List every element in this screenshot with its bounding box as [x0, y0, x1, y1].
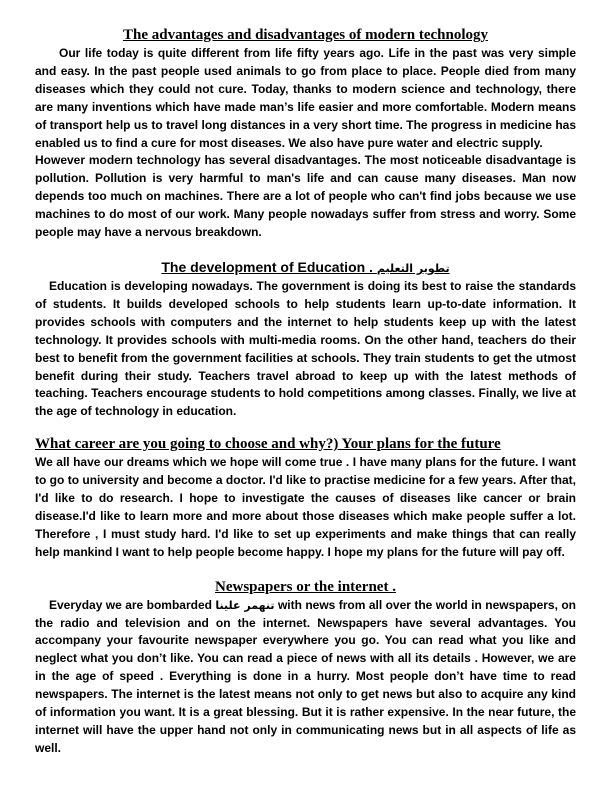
- newspapers-paragraph: [35, 597, 576, 758]
- document-page: [35, 26, 576, 758]
- newspapers-paragraph-start: Everyday we are bombarded: [49, 597, 212, 612]
- newspapers-arabic-gloss: تنهمر علينا: [215, 598, 275, 612]
- education-title-arabic: تطوير التعليم: [376, 261, 450, 275]
- newspapers-paragraph-rest: with news from all over the world in newspapers, on the radio and television and on the internet. Newspapers have several advantages. You accompany your favourite newspaper everywhere you go. You can read what you like and neglect what you don’t like. You can read a piece of news with all its details . However, we are in the age of speed . Everything is done in a hurry. Most people don’t have time to read newspapers. The internet is the latest means not only to get news but also to acquire any kind of information you want. It is a great blessing. But it is rather expensive. In the near future, the internet will have the upper hand not only in communicating news but in all aspects of life as well.: [35, 597, 576, 755]
- section-title-modern-technology: The advantages and disadvantages of modern technology: [122, 27, 489, 43]
- section-title-newspapers: Newspapers or the internet .: [215, 578, 396, 595]
- career-paragraph: We all have our dreams which we hope will come true . I have many plans for the future. I want to go to university and become a doctor. I'd like to practise medicine for a few years. After that, I'd like to do research. I hope to investigate the causes of diseases like cancer or brain disease.I'd like to learn more and more about those diseases which make people suffer a lot. Therefore , I must study hard. I'd like to set up experiments and make things that can really help mankind I want to help people become happy. I hope my plans for the future will pay off.: [35, 455, 576, 559]
- section-title-education: [35, 258, 576, 278]
- education-title-english: The development of Education .: [161, 258, 373, 275]
- section-title-career: What career are you going to choose and why?) Your plans for the future: [35, 436, 501, 453]
- modern-technology-paragraph-2: However modern technology has several disadvantages. The most noticeable disadvantage is pollution. Pollution is very harmful to man's life and can cause many diseases. Man now depends too much on machines. There are a lot of people who can't find jobs because we use machines to do most of our work. Many people nowadays suffer from stress and worry. Some people may have a nervous breakdown.: [35, 153, 576, 240]
- education-paragraph: Education is developing nowadays. The government is doing its best to raise the standards of students. It builds developed schools to help students learn up-to-date information. It provides schools with computers and the internet to help students keep up with the latest technology. It provides schools with multi-media rooms. On the other hand, teachers do their best to benefit from the government facilities at schools. They train students to get the utmost benefit during their study. Teachers travel abroad to keep up with the latest methods of teaching. Teachers encourage students to hold competitions among classes. Finally, we live at the age of technology in education.: [35, 278, 576, 419]
- modern-technology-paragraph-1: Our life today is quite different from life fifty years ago. Life in the past was very simple and easy. In the past people used animals to go from place to place. People died from many diseases which they could not cure. Today, thanks to modern science and technology, there are many inventions which have made man’s life easier and more comfortable. Modern means of transport help us to travel long distances in a very short time. The progress in medicine has enabled us to find a cure for most diseases. We also have pure water and electric supply.: [35, 46, 576, 150]
